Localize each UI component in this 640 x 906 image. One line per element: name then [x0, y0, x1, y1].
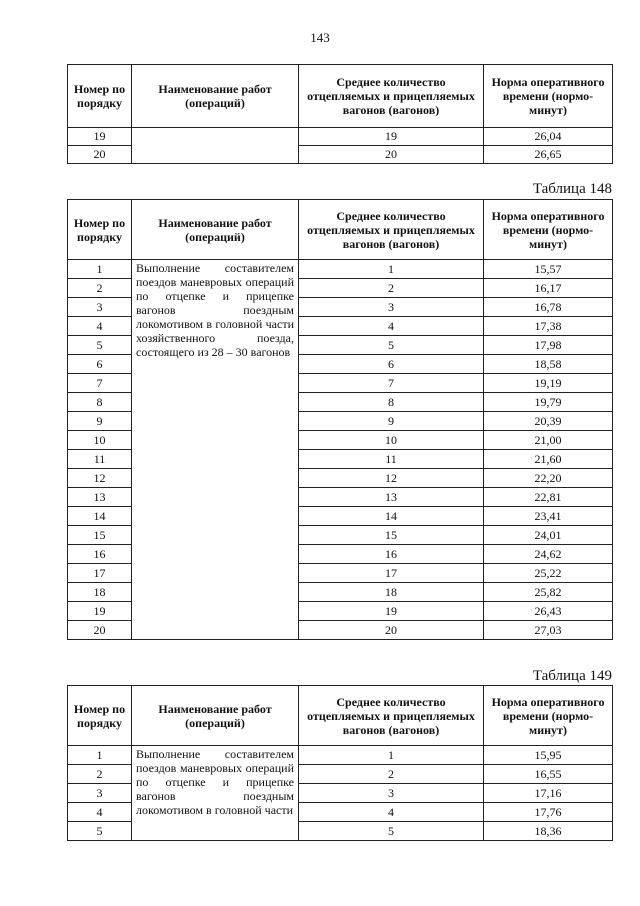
wagon-count: 19	[299, 602, 484, 621]
table-caption-148: Таблица 148	[532, 181, 612, 197]
time-norm: 18,36	[484, 822, 613, 841]
header-time-norm: Норма оперативного времени (нормо-минут)	[484, 686, 613, 746]
time-norm: 17,16	[484, 784, 613, 803]
row-number: 1	[68, 746, 132, 765]
row-number: 20	[68, 146, 132, 164]
wagon-count: 6	[299, 355, 484, 374]
row-number: 5	[68, 822, 132, 841]
norm-table-continuation	[67, 64, 613, 164]
wagon-count: 10	[299, 431, 484, 450]
time-norm: 22,81	[484, 488, 613, 507]
header-wagon-count: Среднее количество отцепляемых и прицепляемых вагонов (вагонов)	[299, 65, 484, 128]
header-wagon-count: Среднее количество отцепляемых и прицепляемых вагонов (вагонов)	[299, 686, 484, 746]
time-norm: 23,41	[484, 507, 613, 526]
time-norm: 17,76	[484, 803, 613, 822]
time-norm: 25,22	[484, 564, 613, 583]
row-number: 4	[68, 803, 132, 822]
wagon-count: 15	[299, 526, 484, 545]
row-number: 8	[68, 393, 132, 412]
row-number: 19	[68, 128, 132, 146]
wagon-count: 2	[299, 279, 484, 298]
row-number: 19	[68, 602, 132, 621]
table-row	[68, 746, 613, 765]
header-number: Номер по порядку	[68, 65, 132, 128]
row-number: 13	[68, 488, 132, 507]
table-caption-149: Таблица 149	[532, 668, 612, 684]
time-norm: 21,60	[484, 450, 613, 469]
row-number: 3	[68, 298, 132, 317]
table-header-row	[68, 65, 613, 128]
time-norm: 16,17	[484, 279, 613, 298]
wagon-count: 9	[299, 412, 484, 431]
wagon-count: 13	[299, 488, 484, 507]
time-norm: 27,03	[484, 621, 613, 640]
row-number: 14	[68, 507, 132, 526]
header-work-name: Наименование работ (операций)	[132, 200, 299, 260]
wagon-count: 5	[299, 336, 484, 355]
wagon-count: 7	[299, 374, 484, 393]
norm-table-149	[67, 685, 613, 841]
row-number: 6	[68, 355, 132, 374]
row-number: 18	[68, 583, 132, 602]
row-number: 16	[68, 545, 132, 564]
work-description: Выполнение составителем поездов маневровых операций по отцепке и прицепке вагонов поездным локомотивом в головной части	[132, 746, 299, 841]
time-norm: 22,20	[484, 469, 613, 488]
row-number: 4	[68, 317, 132, 336]
wagon-count: 1	[299, 260, 484, 279]
wagon-count: 19	[299, 128, 484, 146]
row-number: 5	[68, 336, 132, 355]
header-time-norm: Норма оперативного времени (нормо-минут)	[484, 200, 613, 260]
wagon-count: 5	[299, 822, 484, 841]
time-norm: 20,39	[484, 412, 613, 431]
time-norm: 15,95	[484, 746, 613, 765]
header-number: Номер по порядку	[68, 686, 132, 746]
table-row	[68, 128, 613, 146]
wagon-count: 2	[299, 765, 484, 784]
header-work-name: Наименование работ (операций)	[132, 65, 299, 128]
wagon-count: 11	[299, 450, 484, 469]
row-number: 7	[68, 374, 132, 393]
page-number: 143	[310, 30, 330, 45]
norm-table-148	[67, 199, 613, 640]
time-norm: 26,43	[484, 602, 613, 621]
time-norm: 25,82	[484, 583, 613, 602]
row-number: 11	[68, 450, 132, 469]
time-norm: 26,04	[484, 128, 613, 146]
row-number: 10	[68, 431, 132, 450]
time-norm: 17,38	[484, 317, 613, 336]
row-number: 3	[68, 784, 132, 803]
header-time-norm: Норма оперативного времени (нормо-минут)	[484, 65, 613, 128]
wagon-count: 18	[299, 583, 484, 602]
table-row	[68, 260, 613, 279]
time-norm: 19,19	[484, 374, 613, 393]
time-norm: 16,78	[484, 298, 613, 317]
row-number: 15	[68, 526, 132, 545]
row-number: 2	[68, 765, 132, 784]
work-description-empty	[132, 128, 299, 164]
time-norm: 24,62	[484, 545, 613, 564]
wagon-count: 1	[299, 746, 484, 765]
work-description: Выполнение составителем поездов маневровых операций по отцепке и прицепке вагонов поездным локомотивом в головной части хозяйственного поезда, состоящего из 28 – 30 вагонов	[132, 260, 299, 640]
wagon-count: 17	[299, 564, 484, 583]
time-norm: 21,00	[484, 431, 613, 450]
row-number: 20	[68, 621, 132, 640]
wagon-count: 8	[299, 393, 484, 412]
header-work-name: Наименование работ (операций)	[132, 686, 299, 746]
wagon-count: 4	[299, 317, 484, 336]
time-norm: 18,58	[484, 355, 613, 374]
table-header-row	[68, 686, 613, 746]
time-norm: 24,01	[484, 526, 613, 545]
row-number: 1	[68, 260, 132, 279]
header-number: Номер по порядку	[68, 200, 132, 260]
wagon-count: 12	[299, 469, 484, 488]
header-wagon-count: Среднее количество отцепляемых и прицепляемых вагонов (вагонов)	[299, 200, 484, 260]
time-norm: 19,79	[484, 393, 613, 412]
wagon-count: 14	[299, 507, 484, 526]
wagon-count: 4	[299, 803, 484, 822]
wagon-count: 20	[299, 146, 484, 164]
row-number: 2	[68, 279, 132, 298]
time-norm: 26,65	[484, 146, 613, 164]
row-number: 17	[68, 564, 132, 583]
table-header-row	[68, 200, 613, 260]
wagon-count: 20	[299, 621, 484, 640]
wagon-count: 16	[299, 545, 484, 564]
row-number: 12	[68, 469, 132, 488]
time-norm: 17,98	[484, 336, 613, 355]
time-norm: 15,57	[484, 260, 613, 279]
row-number: 9	[68, 412, 132, 431]
time-norm: 16,55	[484, 765, 613, 784]
wagon-count: 3	[299, 298, 484, 317]
wagon-count: 3	[299, 784, 484, 803]
